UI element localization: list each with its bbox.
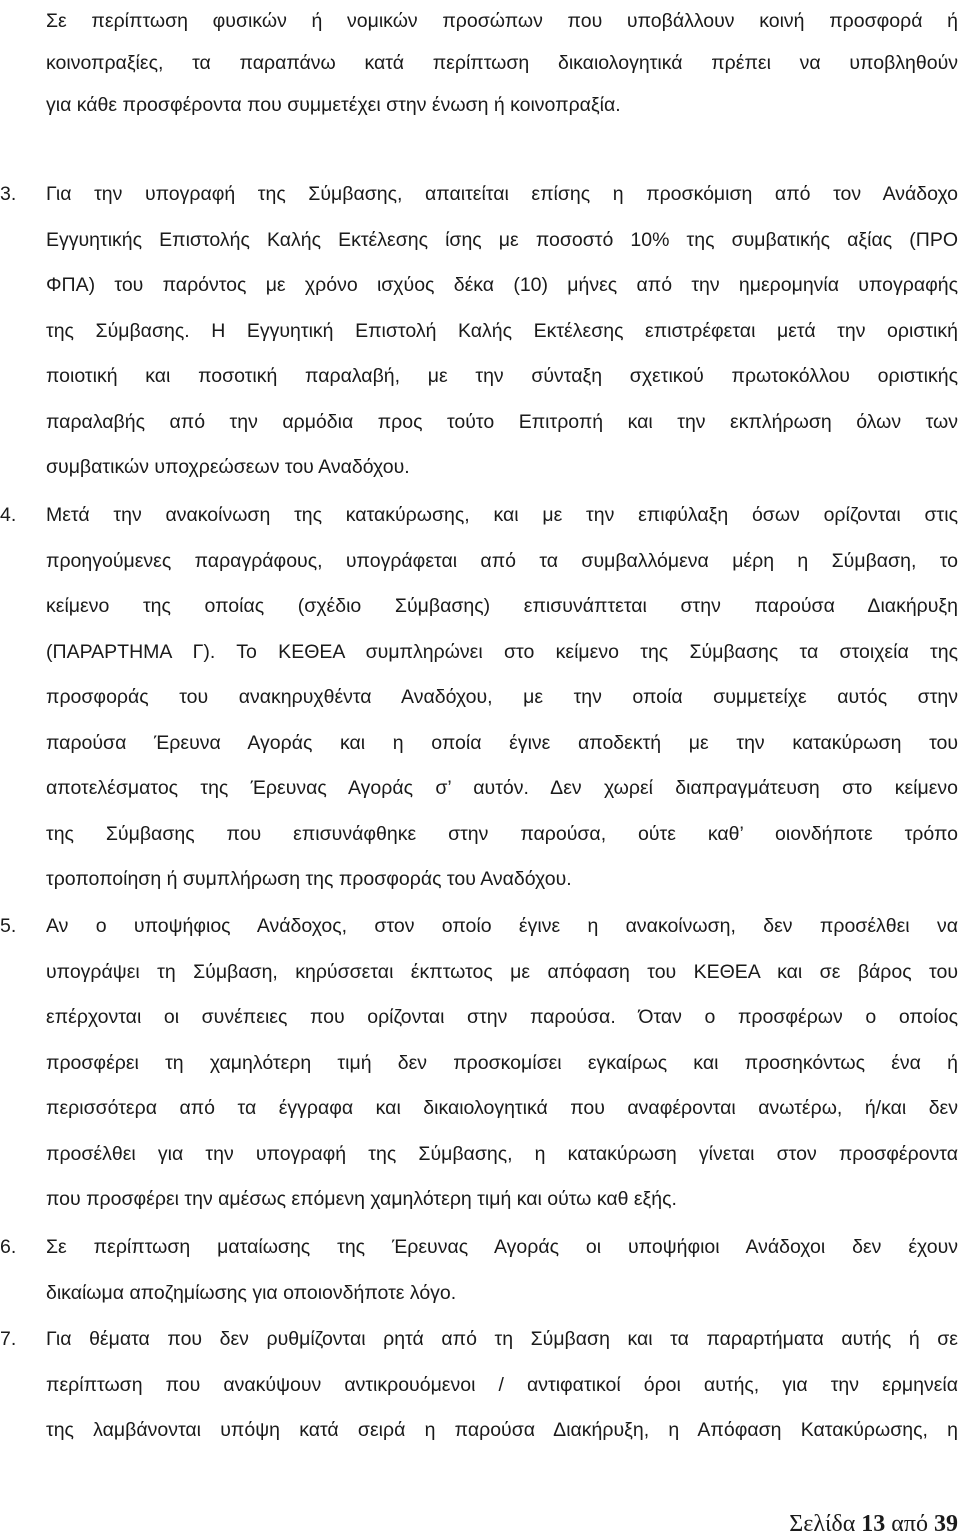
- text-line: που προσφέρει την αμέσως επόμενη χαμηλότερη τιμή και ούτω καθ εξής.: [46, 1188, 677, 1210]
- text-line: Για θέματα που δεν ρυθμίζονται ρητά από τη Σύμβαση και τα παραρτήματα αυτής ή σε: [46, 1328, 958, 1350]
- intro-paragraph: [46, 0, 958, 126]
- text-line: κοινοπραξίες, τα παραπάνω κατά περίπτωση δικαιολογητικά πρέπει να υποβληθούν: [46, 52, 958, 74]
- list-item-text: [46, 172, 958, 491]
- list-item-number: 4.: [0, 504, 17, 526]
- total-pages: 39: [934, 1511, 958, 1537]
- text-line: τροποποίηση ή συμπλήρωση της προσφοράς του Αναδόχου.: [46, 868, 572, 890]
- list-item-text: [46, 904, 958, 1223]
- list-item-number: 5.: [0, 915, 17, 937]
- text-line: για κάθε προσφέροντα που συμμετέχει στην ένωση ή κοινοπραξία.: [46, 94, 621, 116]
- text-line: της Σύμβασης που επισυνάφθηκε στην παρούσα, ούτε καθ’ οιονδήποτε τρόπο: [46, 822, 958, 845]
- text-line: προσφοράς του ανακηρυχθέντα Αναδόχου, με την οποία συμμετείχε αυτός στην: [46, 686, 958, 708]
- text-line: ποιοτική και ποσοτική παραλαβή, με την σύνταξη σχετικού πρωτοκόλλου οριστικής: [46, 365, 958, 387]
- text-line: της Σύμβασης. Η Εγγυητική Επιστολή Καλής Εκτέλεσης επιστρέφεται μετά την οριστική: [46, 319, 958, 342]
- text-line: παρούσα Έρευνα Αγοράς και η οποία έγινε αποδεκτή με την κατακύρωση του: [46, 731, 958, 754]
- text-line: υπογράψει τη Σύμβαση, κηρύσσεται έκπτωτος με απόφαση του ΚΕΘΕΑ και σε βάρος του: [46, 960, 958, 983]
- text-line: προσφέρει τη χαμηλότερη τιμή δεν προσκομίσει εγκαίρως και προσηκόντως ένα ή: [46, 1051, 958, 1074]
- text-line: δικαίωμα αποζημίωσης για οποιονδήποτε λόγο.: [46, 1281, 457, 1304]
- text-line: συμβατικών υποχρεώσεων του Αναδόχου.: [46, 456, 410, 478]
- text-line: ΦΠΑ) του παρόντος με χρόνο ισχύος δέκα (10) μήνες από την ημερομηνία υπογραφής: [46, 274, 958, 296]
- text-line: Σε περίπτωση ματαίωσης της Έρευνας Αγοράς οι υποψήφιοι Ανάδοχοι δεν έχουν: [46, 1236, 958, 1258]
- text-line: (ΠΑΡΑΡΤΗΜΑ Γ). Το ΚΕΘΕΑ συμπληρώνει στο κείμενο της Σύμβασης τα στοιχεία της: [46, 640, 958, 663]
- list-item-number: 7.: [0, 1328, 17, 1350]
- list-item-text: [46, 1225, 958, 1316]
- page-number: 13: [861, 1511, 886, 1537]
- text-line: προσέλθει για την υπογραφή της Σύμβασης, η κατακύρωση γίνεται στον προσφέροντα: [46, 1142, 958, 1165]
- page-footer: [789, 1510, 958, 1538]
- text-line: επέρχονται οι συνέπειες που ορίζονται στην παρούσα. Όταν ο προσφέρων ο οποίος: [46, 1006, 958, 1028]
- of-label: από: [891, 1511, 928, 1537]
- text-line: κείμενο της οποίας (σχέδιο Σύμβασης) επισυνάπτεται στην παρούσα Διακήρυξη: [46, 595, 958, 617]
- list-item-number: 6.: [0, 1236, 17, 1258]
- text-line: της λαμβάνονται υπόψη κατά σειρά η παρούσα Διακήρυξη, η Απόφαση Κατακύρωσης, η: [46, 1419, 958, 1441]
- text-line: περισσότερα από τα έγγραφα και δικαιολογητικά που αναφέρονται ανωτέρω, ή/και δεν: [46, 1097, 958, 1119]
- list-item-text: [46, 1317, 958, 1454]
- text-line: Σε περίπτωση φυσικών ή νομικών προσώπων που υποβάλλουν κοινή προσφορά ή: [46, 10, 958, 32]
- text-line: Για την υπογραφή της Σύμβασης, απαιτείται επίσης η προσκόμιση από τον Ανάδοχο: [46, 183, 958, 205]
- text-line: περίπτωση που ανακύψουν αντικρουόμενοι / αντιφατικοί όροι αυτής, για την ερμηνεία: [46, 1373, 958, 1396]
- text-line: Αν ο υποψήφιος Ανάδοχος, στον οποίο έγινε η ανακοίνωση, δεν προσέλθει να: [46, 915, 958, 937]
- page-label: Σελίδα: [789, 1511, 856, 1537]
- text-line: προηγούμενες παραγράφους, υπογράφεται από τα συμβαλλόμενα μέρη η Σύμβαση, το: [46, 549, 958, 572]
- list-item-text: [46, 493, 958, 903]
- text-line: Εγγυητικής Επιστολής Καλής Εκτέλεσης ίσης με ποσοστό 10% της συμβατικής αξίας (ΠΡΟ: [46, 228, 958, 251]
- list-item-number: 3.: [0, 183, 17, 205]
- text-line: αποτελέσματος της Έρευνας Αγοράς σ’ αυτόν. Δεν χωρεί διαπραγμάτευση στο κείμενο: [46, 777, 958, 799]
- text-line: παραλαβής από την αρμόδια προς τούτο Επιτροπή και την εκπλήρωση όλων των: [46, 410, 958, 433]
- text-line: Μετά την ανακοίνωση της κατακύρωσης, και με την επιφύλαξη όσων ορίζονται στις: [46, 504, 958, 526]
